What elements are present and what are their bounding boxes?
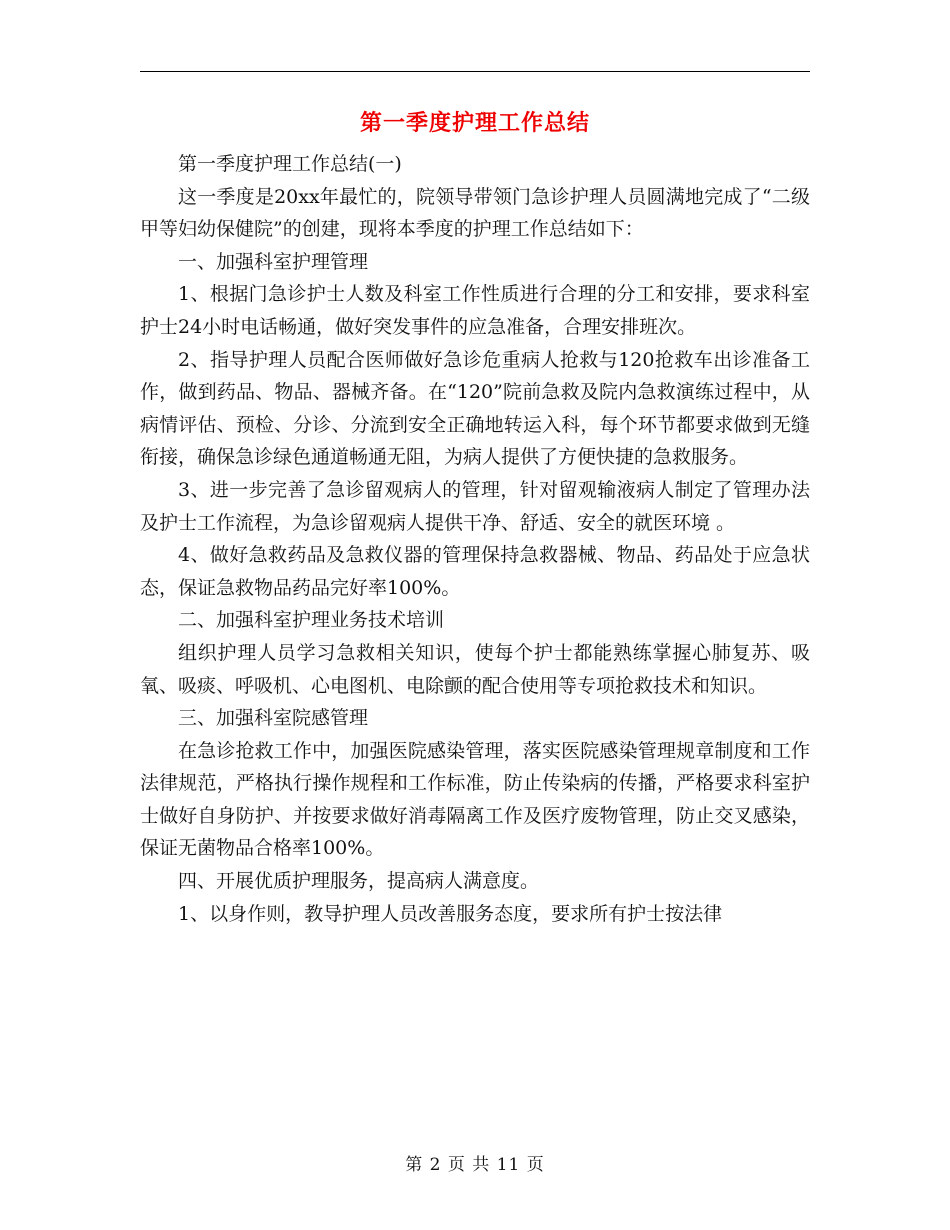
section-heading-3: 三、加强科室院感管理 xyxy=(178,707,369,730)
subtitle-paragraph: 第一季度护理工作总结(一) xyxy=(178,153,402,175)
header-rule xyxy=(140,71,810,72)
section-heading-1: 一、加强科室护理管理 xyxy=(178,250,369,273)
body-paragraph: 2、指导护理人员配合医师做好急诊危重病人抢救与120抢救车出诊准备工作，做到药品、物品、器械齐备。在“120”院前急救及院内急救演练过程中，从病情评估、预检、分诊、分流到安全正确地转运入科，每个环节都要求做到无缝衔接，确保急诊绿色通道畅通无阻，为病人提供了方便快捷的急救服务。 xyxy=(140,348,810,469)
section-heading-4: 四、开展优质护理服务，提高病人满意度。 xyxy=(178,870,540,893)
body-paragraph: 组织护理人员学习急救相关知识，使每个护士都能熟练掌握心肺复苏、吸氧、吸痰、呼吸机、心电图机、电除颤的配合使用等专项抢救技术和知识。 xyxy=(140,641,810,697)
body-paragraph: 3、进一步完善了急诊留观病人的管理，针对留观输液病人制定了管理办法及护士工作流程，为急诊留观病人提供干净、舒适、安全的就医环境 。 xyxy=(140,478,810,534)
body-paragraph: 1、以身作则，教导护理人员改善服务态度，要求所有护士按法律 xyxy=(178,902,723,925)
body-paragraph: 4、做好急救药品及急救仪器的管理保持急救器械、物品、药品处于应急状态，保证急救物品药品完好率100%。 xyxy=(140,544,810,599)
body-paragraph: 1、根据门急诊护士人数及科室工作性质进行合理的分工和安排，要求科室护士24小时电话畅通，做好突发事件的应急准备，合理安排班次。 xyxy=(140,283,810,338)
body-paragraph: 在急诊抢救工作中，加强医院感染管理，落实医院感染管理规章制度和工作法律规范，严格执行操作规程和工作标准，防止传染病的传播，严格要求科室护士做好自身防护、并按要求做好消毒隔离工作及医疗废物管理，防止交叉感染，保证无菌物品合格率100%。 xyxy=(140,739,810,860)
document-body xyxy=(140,148,810,930)
section-heading-2: 二、加强科室护理业务技术培训 xyxy=(178,609,445,632)
document-title: 第一季度护理工作总结 xyxy=(359,111,590,136)
intro-paragraph: 这一季度是20xx年最忙的，院领导带领门急诊护理人员圆满地完成了“二级甲等妇幼保健院”的创建，现将本季度的护理工作总结如下： xyxy=(140,185,810,241)
page-number-footer: 第 2 页 共 11 页 xyxy=(405,1155,545,1175)
